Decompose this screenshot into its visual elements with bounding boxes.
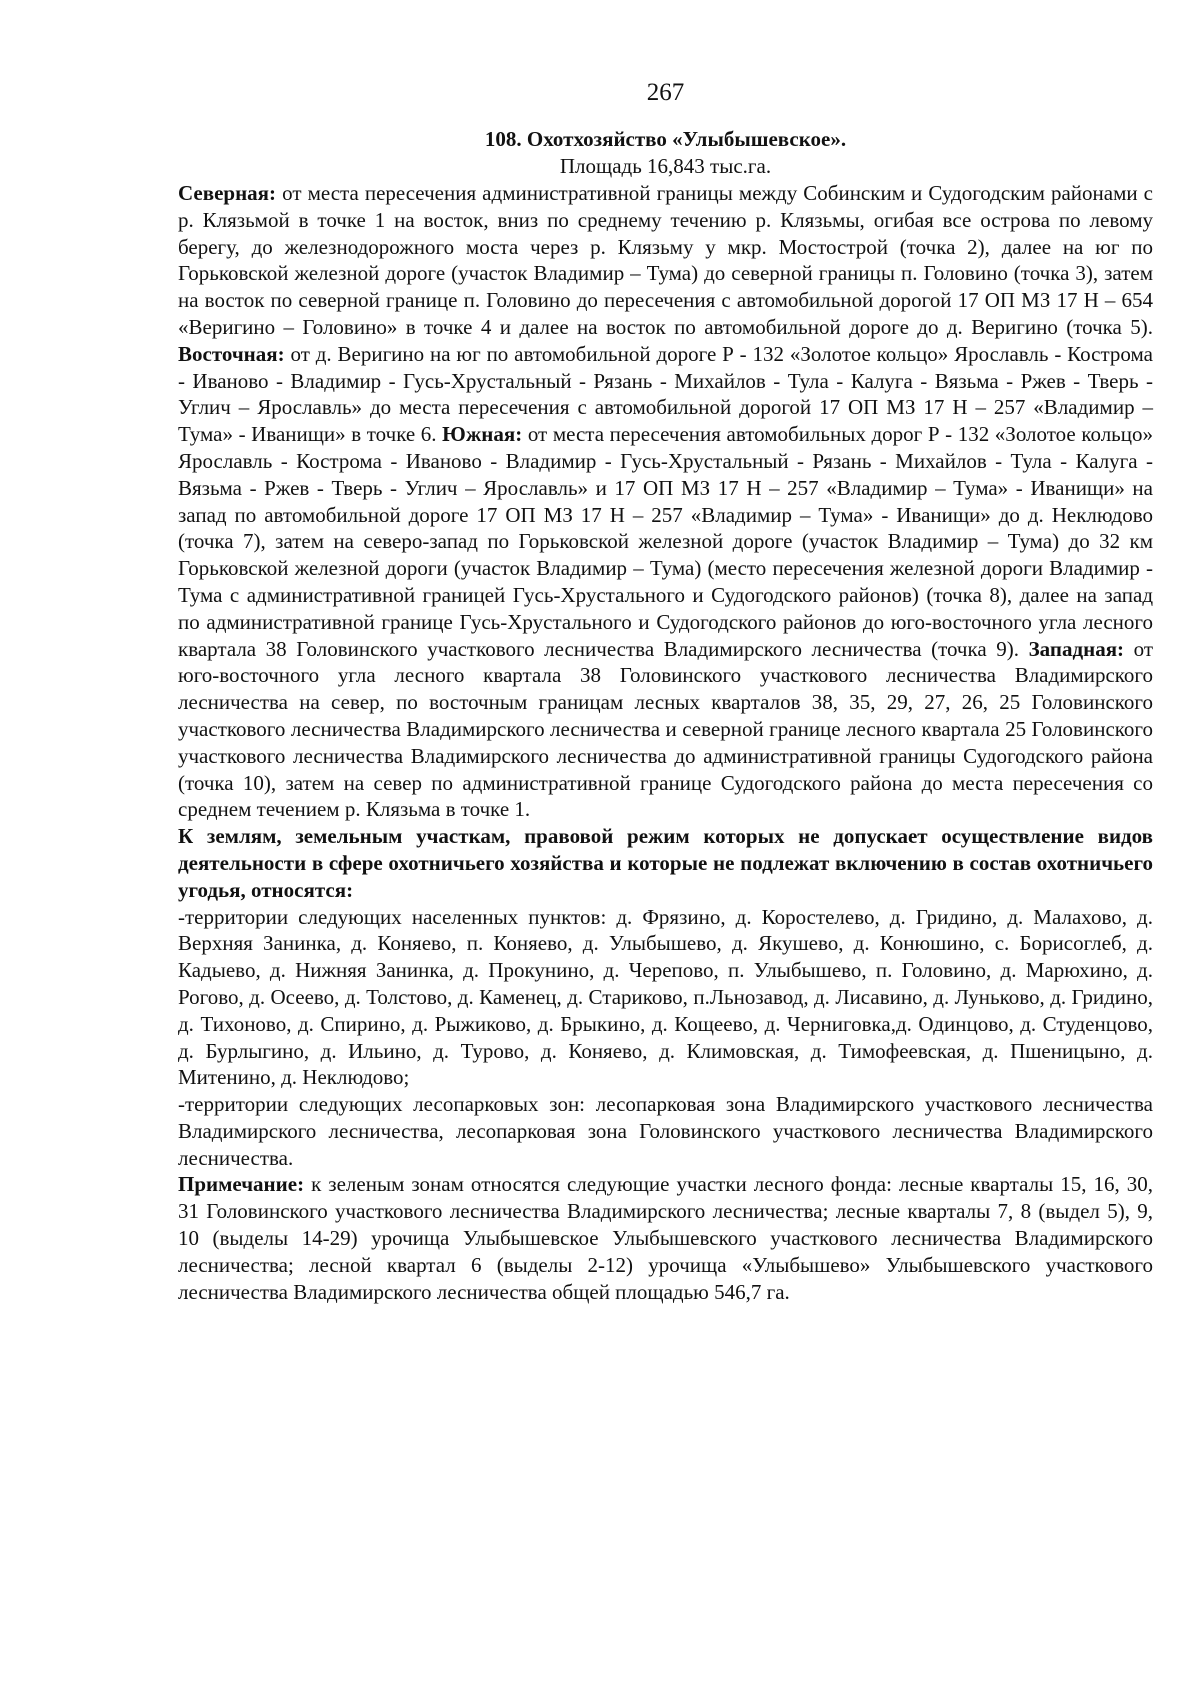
page-number: 267 bbox=[646, 79, 685, 106]
east-label: Восточная: bbox=[178, 341, 285, 366]
settlements-paragraph: -территории следующих населенных пунктов: д. Фрязино, д. Коростелево, д. Гридино, д. Малахово, д. Верхняя Занинка, д. Коняево, п. Коняево, д. Улыбышево, д. Якушево, д. Конюшино, с. Борисоглеб, д. Кадыево, д. Нижняя Занинка, д. Прокунино, д. Черепово, п. Улыбышево, п. Головино, д. Марюхино, д. Рогово, д. Осеево, д. Толстово, д. Каменец, д. Стариково, п.Льнозавод, д. Лисавино, д. Луньково, д. Гридино, д. Тихоново, д. Спирино, д. Рыжиково, д. Брыкино, д. Кощеево, д. Черниговка,д. Одинцово, д. Студенцово, д. Бурлыгино, д. Ильино, д. Турово, д. Коняево, д. Климовская, д. Тимофеевская, д. Пшеницыно, д. Митенино, д. Неклюдово; bbox=[178, 904, 1153, 1090]
note-text: к зеленым зонам относятся следующие участки лесного фонда: лесные кварталы 15, 16, 30, 31 Головинского участкового лесничества Владимирского лесничества; лесные кварталы 7, 8 (выдел 5), 9, 10 (выделы 14-29) урочища Улыбышевское Улыбышевского участкового лесничества Владимирского лесничества; лесной квартал 6 (выделы 2-12) урочища «Улыбышево» Улыбышевского участкового лесничества Владимирского лесничества общей площадью 546,7 га. bbox=[178, 1172, 1153, 1304]
note-label: Примечание: bbox=[178, 1172, 305, 1197]
document-title: 108. Охотхозяйство «Улыбышевское». bbox=[484, 127, 847, 151]
north-label: Северная: bbox=[178, 181, 277, 205]
area-line: Площадь 16,843 тыс.га. bbox=[559, 154, 772, 178]
west-label: Западная: bbox=[1028, 636, 1125, 661]
note-paragraph bbox=[178, 1171, 1153, 1305]
boundaries-paragraph bbox=[178, 180, 1153, 823]
west-text: от юго-восточного угла лесного квартала 38 Головинского участкового лесничества Владимирского лесничества на север, по восточным границам лесных кварталов 38, 35, 29, 27, 26, 25 Головинского участкового лесничества Владимирского лесничества и северной границе лесного квартала 25 Головинского участкового лесничества Владимирского лесничества до административной границы Судогодского района (точка 10), затем на север по административной границе Судогодского района до места пересечения со среднем течением р. Клязьма в точке 1. bbox=[178, 636, 1154, 822]
north-text: от места пересечения административной границы между Собинским и Судогодским районами с р. Клязьмой в точке 1 на восток, вниз по среднему течению р. Клязьмы, огибая все острова по левому берегу, до железнодорожного моста через р. Клязьму у мкр. Мостострой (точка 2), далее на юг по Горьковской железной дороге (участок Владимир – Тума) до северной границы п. Головино (точка 3), затем на восток по северной границе п. Головино до пересечения с автомобильной дорогой 17 ОП МЗ 17 Н – 654 «Веригино – Головино» в точке 4 и далее на восток по автомобильной дороге до д. Веригино (точка 5). bbox=[178, 181, 1153, 339]
forest-parks-paragraph: -территории следующих лесопарковых зон: лесопарковая зона Владимирского участкового лесничества Владимирского лесничества, лесопарковая зона Головинского участкового лесничества Владимирского лесничества. bbox=[178, 1092, 1153, 1170]
document-page bbox=[178, 78, 1153, 1305]
south-text: от места пересечения автомобильных дорог Р - 132 «Золотое кольцо» Ярославль - Кострома - Иваново - Владимир - Гусь-Хрустальный - Рязань - Михайлов - Тула - Калуга - Вязьма - Ржев - Тверь - Углич – Ярославль» и 17 ОП МЗ 17 Н – 257 «Владимир – Тума» - Иванищи» на запад по автомобильной дороге 17 ОП МЗ 17 Н – 257 «Владимир – Тума» - Иванищи» до д. Неклюдово (точка 7), затем на северо-запад по Горьковской железной дороге (участок Владимир – Тума) до 32 км Горьковской железной дороги (участок Владимир – Тума) (место пересечения железной дороги Владимир - Тума с административной границей Гусь-Хрустального и Судогодского районов) (точка 8), далее на запад по административной границе Гусь-Хрустального и Судогодского районов до юго-восточного угла лесного квартала 38 Головинского участкового лесничества Владимирского лесничества (точка 9). bbox=[178, 422, 1153, 661]
south-label: Южная: bbox=[442, 422, 523, 447]
restricted-heading: К землям, земельным участкам, правовой режим которых не допускает осуществление видов деятельности в сфере охотничьего хозяйства и которые не подлежат включению в состав охотничьего угодья, относятся: bbox=[178, 824, 1153, 902]
east-text: от д. Веригино на юг по автомобильной дороге Р - 132 «Золотое кольцо» Ярославль - Кострома - Иваново - Владимир - Гусь-Хрустальный - Рязань - Михайлов - Тула - Калуга - Вязьма - Ржев - Тверь - Углич – Ярославль» до места пересечения с автомобильной дорогой 17 ОП МЗ 17 Н – 257 «Владимир – Тума» - Иванищи» в точке 6. bbox=[178, 341, 1153, 447]
